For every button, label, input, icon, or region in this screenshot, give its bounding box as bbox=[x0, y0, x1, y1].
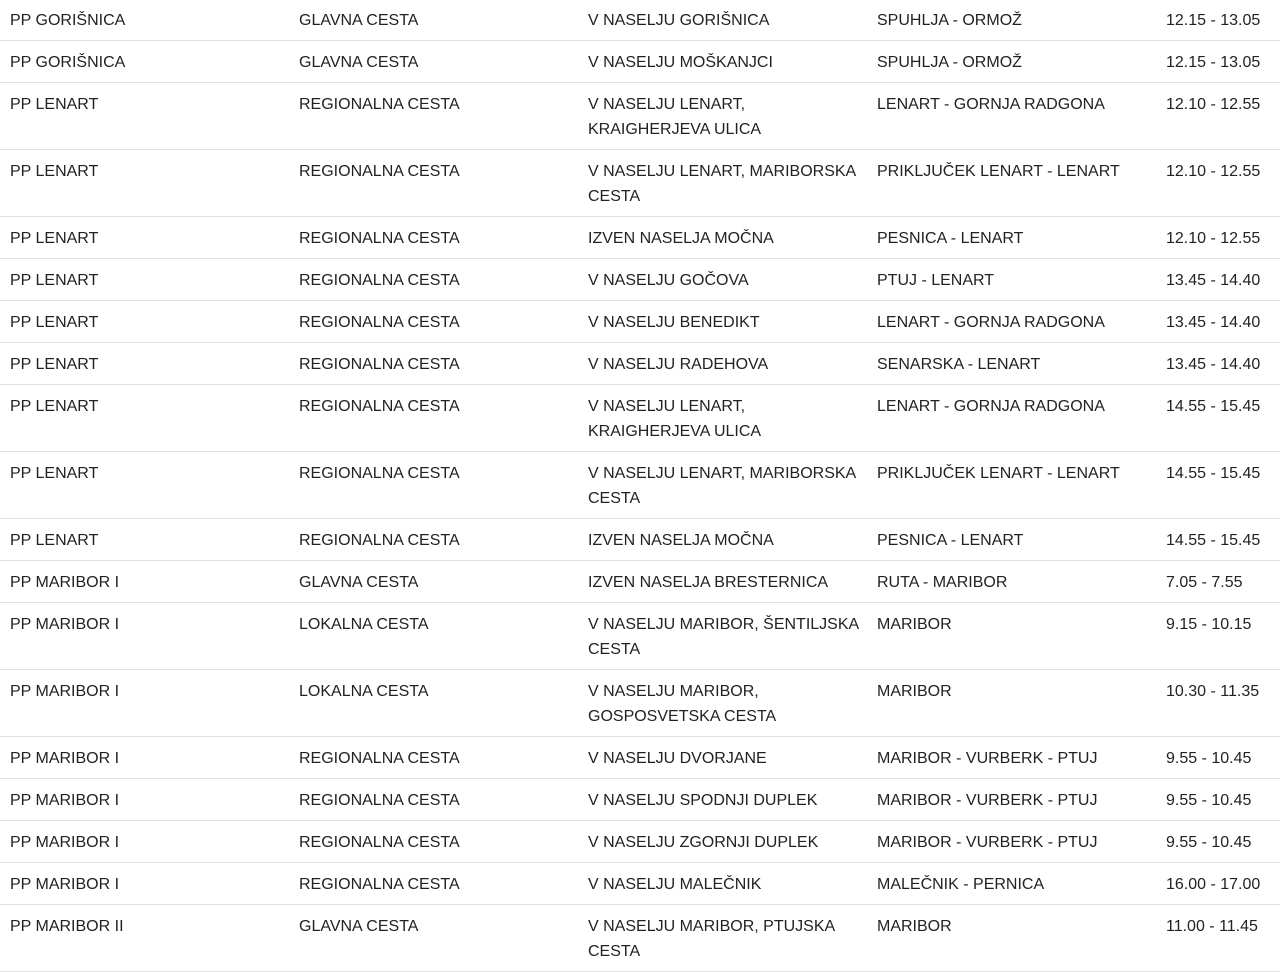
road-section-cell: MARIBOR - VURBERK - PTUJ bbox=[867, 737, 1156, 779]
time-cell: 9.55 - 10.45 bbox=[1156, 779, 1280, 821]
location-cell: V NASELJU LENART, MARIBORSKA CESTA bbox=[578, 452, 867, 519]
time-cell: 9.55 - 10.45 bbox=[1156, 821, 1280, 863]
time-cell: 10.30 - 11.35 bbox=[1156, 670, 1280, 737]
road-section-cell: MARIBOR - VURBERK - PTUJ bbox=[867, 779, 1156, 821]
time-cell: 9.15 - 10.15 bbox=[1156, 603, 1280, 670]
table-row bbox=[0, 83, 1280, 150]
location-cell: V NASELJU SPODNJI DUPLEK bbox=[578, 779, 867, 821]
table-row bbox=[0, 0, 1280, 41]
table-row bbox=[0, 259, 1280, 301]
time-cell: 11.00 - 11.45 bbox=[1156, 905, 1280, 972]
time-cell: 14.55 - 15.45 bbox=[1156, 385, 1280, 452]
police-station-cell: PP MARIBOR I bbox=[0, 603, 289, 670]
table-row bbox=[0, 301, 1280, 343]
location-cell: V NASELJU LENART, MARIBORSKA CESTA bbox=[578, 150, 867, 217]
police-station-cell: PP LENART bbox=[0, 301, 289, 343]
road-section-cell: MARIBOR bbox=[867, 905, 1156, 972]
road-type-cell: LOKALNA CESTA bbox=[289, 603, 578, 670]
location-cell: V NASELJU MARIBOR, GOSPOSVETSKA CESTA bbox=[578, 670, 867, 737]
time-cell: 12.10 - 12.55 bbox=[1156, 150, 1280, 217]
police-station-cell: PP LENART bbox=[0, 452, 289, 519]
road-section-cell: PRIKLJUČEK LENART - LENART bbox=[867, 452, 1156, 519]
location-cell: V NASELJU GOČOVA bbox=[578, 259, 867, 301]
police-station-cell: PP MARIBOR I bbox=[0, 863, 289, 905]
location-cell: V NASELJU DVORJANE bbox=[578, 737, 867, 779]
road-type-cell: GLAVNA CESTA bbox=[289, 0, 578, 41]
road-section-cell: MARIBOR - VURBERK - PTUJ bbox=[867, 821, 1156, 863]
time-cell: 14.55 - 15.45 bbox=[1156, 519, 1280, 561]
location-cell: V NASELJU LENART, KRAIGHERJEVA ULICA bbox=[578, 385, 867, 452]
road-type-cell: REGIONALNA CESTA bbox=[289, 83, 578, 150]
table-row bbox=[0, 905, 1280, 972]
time-cell: 12.10 - 12.55 bbox=[1156, 83, 1280, 150]
time-cell: 14.55 - 15.45 bbox=[1156, 452, 1280, 519]
road-section-cell: SENARSKA - LENART bbox=[867, 343, 1156, 385]
location-cell: V NASELJU ZGORNJI DUPLEK bbox=[578, 821, 867, 863]
table-row bbox=[0, 737, 1280, 779]
police-station-cell: PP GORIŠNICA bbox=[0, 0, 289, 41]
table-row bbox=[0, 519, 1280, 561]
location-cell: V NASELJU BENEDIKT bbox=[578, 301, 867, 343]
road-type-cell: LOKALNA CESTA bbox=[289, 670, 578, 737]
police-station-cell: PP LENART bbox=[0, 519, 289, 561]
location-cell: V NASELJU LENART, KRAIGHERJEVA ULICA bbox=[578, 83, 867, 150]
table-row bbox=[0, 217, 1280, 259]
location-cell: IZVEN NASELJA MOČNA bbox=[578, 519, 867, 561]
road-type-cell: REGIONALNA CESTA bbox=[289, 150, 578, 217]
road-section-cell: LENART - GORNJA RADGONA bbox=[867, 83, 1156, 150]
police-station-cell: PP LENART bbox=[0, 385, 289, 452]
road-type-cell: GLAVNA CESTA bbox=[289, 561, 578, 603]
road-section-cell: LENART - GORNJA RADGONA bbox=[867, 301, 1156, 343]
location-cell: V NASELJU MARIBOR, PTUJSKA CESTA bbox=[578, 905, 867, 972]
police-station-cell: PP LENART bbox=[0, 343, 289, 385]
road-type-cell: REGIONALNA CESTA bbox=[289, 863, 578, 905]
police-station-cell: PP MARIBOR I bbox=[0, 561, 289, 603]
road-type-cell: REGIONALNA CESTA bbox=[289, 452, 578, 519]
police-station-cell: PP MARIBOR II bbox=[0, 905, 289, 972]
road-type-cell: REGIONALNA CESTA bbox=[289, 301, 578, 343]
road-section-cell: LENART - GORNJA RADGONA bbox=[867, 385, 1156, 452]
location-cell: V NASELJU RADEHOVA bbox=[578, 343, 867, 385]
table-row bbox=[0, 452, 1280, 519]
time-cell: 16.00 - 17.00 bbox=[1156, 863, 1280, 905]
location-cell: V NASELJU GORIŠNICA bbox=[578, 0, 867, 41]
road-type-cell: GLAVNA CESTA bbox=[289, 41, 578, 83]
time-cell: 12.10 - 12.55 bbox=[1156, 217, 1280, 259]
road-section-cell: PTUJ - LENART bbox=[867, 259, 1156, 301]
table-row bbox=[0, 343, 1280, 385]
road-type-cell: GLAVNA CESTA bbox=[289, 905, 578, 972]
location-cell: V NASELJU MARIBOR, ŠENTILJSKA CESTA bbox=[578, 603, 867, 670]
road-section-cell: MARIBOR bbox=[867, 603, 1156, 670]
road-section-cell: MARIBOR bbox=[867, 670, 1156, 737]
time-cell: 13.45 - 14.40 bbox=[1156, 259, 1280, 301]
table-row bbox=[0, 150, 1280, 217]
police-station-cell: PP MARIBOR I bbox=[0, 737, 289, 779]
table-row bbox=[0, 863, 1280, 905]
table-row bbox=[0, 821, 1280, 863]
road-section-cell: MALEČNIK - PERNICA bbox=[867, 863, 1156, 905]
table-row bbox=[0, 670, 1280, 737]
road-type-cell: REGIONALNA CESTA bbox=[289, 259, 578, 301]
table-row bbox=[0, 603, 1280, 670]
location-cell: IZVEN NASELJA BRESTERNICA bbox=[578, 561, 867, 603]
road-type-cell: REGIONALNA CESTA bbox=[289, 821, 578, 863]
table-row bbox=[0, 385, 1280, 452]
table-row bbox=[0, 41, 1280, 83]
road-type-cell: REGIONALNA CESTA bbox=[289, 737, 578, 779]
location-cell: V NASELJU MALEČNIK bbox=[578, 863, 867, 905]
time-cell: 9.55 - 10.45 bbox=[1156, 737, 1280, 779]
police-station-cell: PP LENART bbox=[0, 217, 289, 259]
location-cell: V NASELJU MOŠKANJCI bbox=[578, 41, 867, 83]
police-station-cell: PP LENART bbox=[0, 150, 289, 217]
police-station-cell: PP GORIŠNICA bbox=[0, 41, 289, 83]
road-type-cell: REGIONALNA CESTA bbox=[289, 385, 578, 452]
location-cell: IZVEN NASELJA MOČNA bbox=[578, 217, 867, 259]
road-type-cell: REGIONALNA CESTA bbox=[289, 343, 578, 385]
table-row bbox=[0, 779, 1280, 821]
road-section-cell: SPUHLJA - ORMOŽ bbox=[867, 0, 1156, 41]
police-station-cell: PP LENART bbox=[0, 259, 289, 301]
road-section-cell: PESNICA - LENART bbox=[867, 519, 1156, 561]
road-type-cell: REGIONALNA CESTA bbox=[289, 779, 578, 821]
time-cell: 7.05 - 7.55 bbox=[1156, 561, 1280, 603]
table-row bbox=[0, 561, 1280, 603]
road-section-cell: PRIKLJUČEK LENART - LENART bbox=[867, 150, 1156, 217]
time-cell: 12.15 - 13.05 bbox=[1156, 0, 1280, 41]
road-section-cell: RUTA - MARIBOR bbox=[867, 561, 1156, 603]
road-type-cell: REGIONALNA CESTA bbox=[289, 217, 578, 259]
police-station-cell: PP MARIBOR I bbox=[0, 821, 289, 863]
police-station-cell: PP MARIBOR I bbox=[0, 670, 289, 737]
time-cell: 12.15 - 13.05 bbox=[1156, 41, 1280, 83]
time-cell: 13.45 - 14.40 bbox=[1156, 301, 1280, 343]
road-section-cell: SPUHLJA - ORMOŽ bbox=[867, 41, 1156, 83]
police-station-cell: PP MARIBOR I bbox=[0, 779, 289, 821]
time-cell: 13.45 - 14.40 bbox=[1156, 343, 1280, 385]
road-type-cell: REGIONALNA CESTA bbox=[289, 519, 578, 561]
police-station-cell: PP LENART bbox=[0, 83, 289, 150]
road-section-cell: PESNICA - LENART bbox=[867, 217, 1156, 259]
